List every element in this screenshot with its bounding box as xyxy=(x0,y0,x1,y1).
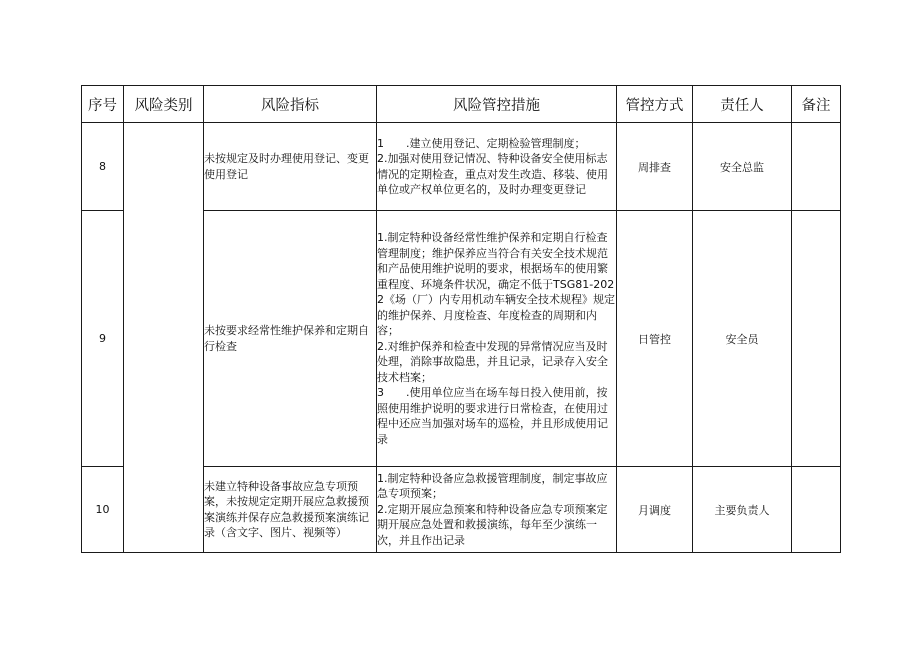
row-measures xyxy=(377,211,617,467)
header-no: 序号 xyxy=(82,86,124,123)
risk-control-table xyxy=(81,85,841,553)
header-measures: 风险管控措施 xyxy=(377,86,617,123)
measure-item: 2.对维护保养和检查中发现的异常情况应当及时处理，消除事故隐患，并且记录，记录存入安全技术档案； xyxy=(377,339,608,384)
row-indicator: 未按规定及时办理使用登记、变更使用登记 xyxy=(204,123,377,211)
table-header-row xyxy=(82,86,841,123)
header-person: 责任人 xyxy=(693,86,792,123)
table-row xyxy=(82,123,841,211)
row-remark xyxy=(792,211,841,467)
header-method: 管控方式 xyxy=(617,86,693,123)
row-method: 周排查 xyxy=(617,123,693,211)
row-measures xyxy=(377,123,617,211)
row-person: 安全总监 xyxy=(693,123,792,211)
measure-item: 1.制定特种设备经常性维护保养和定期自行检查管理制度；维护保养应当符合有关安全技术规范和产品使用维护说明的要求，根据场车的使用繁重程度、环境条件状况，确定不低于TSG81-2022《场（厂）内专用机动车辆安全技术规程》规定的维护保养、月度检查、年度检查的周期和内容； xyxy=(377,231,615,337)
row-person: 安全员 xyxy=(693,211,792,467)
header-category: 风险类别 xyxy=(124,86,204,123)
row-no: 9 xyxy=(82,211,124,467)
row-person: 主要负责人 xyxy=(693,467,792,553)
row-indicator: 未按要求经常性维护保养和定期自行检查 xyxy=(204,211,377,467)
row-remark xyxy=(792,467,841,553)
measure-item: 1 .建立使用登记、定期检验管理制度； xyxy=(377,136,586,150)
row-no: 10 xyxy=(82,467,124,553)
row-method: 月调度 xyxy=(617,467,693,553)
header-remark: 备注 xyxy=(792,86,841,123)
row-no: 8 xyxy=(82,123,124,211)
measure-item: 2.定期开展应急预案和特种设备应急专项预案定期开展应急处置和救援演练，每年至少演练一次，并且作出记录 xyxy=(377,502,608,547)
row-method: 日管控 xyxy=(617,211,693,467)
measure-item: 1.制定特种设备应急救援管理制度，制定事故应急专项预案； xyxy=(377,471,608,501)
measure-item: 2.加强对使用登记情况、特种设备安全使用标志情况的定期检查，重点对发生改造、移装、使用单位或产权单位更名的，及时办理变更登记 xyxy=(377,152,608,196)
row-remark xyxy=(792,123,841,211)
measure-item: 3 .使用单位应当在场车每日投入使用前，按照使用维护说明的要求进行日常检查，在使用过程中还应当加强对场车的巡检，并且形成使用记录 xyxy=(377,386,608,446)
header-indicator: 风险指标 xyxy=(204,86,377,123)
row-indicator: 未建立特种设备事故应急专项预案，未按规定定期开展应急救援预案演练并保存应急救援预案演练记录（含文字、图片、视频等） xyxy=(204,467,377,553)
row-measures xyxy=(377,467,617,553)
row-category xyxy=(124,123,204,553)
